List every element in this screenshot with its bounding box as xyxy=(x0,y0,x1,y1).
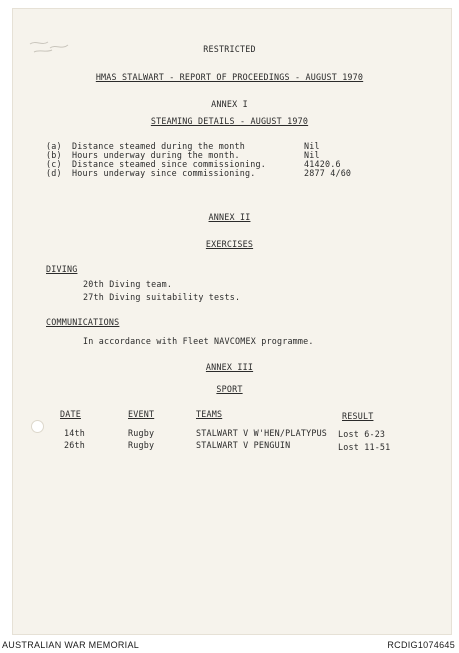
sport-event: Rugby xyxy=(128,440,155,450)
sport-result: Lost 6-23 xyxy=(338,429,386,439)
item-letter: (b) xyxy=(46,150,62,160)
item-text: Distance steamed since commissioning. xyxy=(72,159,266,169)
annex-1-heading: ANNEX I xyxy=(211,99,248,109)
item-value: Nil xyxy=(304,150,320,160)
sport-event: Rugby xyxy=(128,428,155,438)
item-letter: (c) xyxy=(46,159,62,169)
footer-institution: AUSTRALIAN WAR MEMORIAL xyxy=(2,640,140,650)
annex-3-subheading: SPORT xyxy=(216,384,243,394)
punch-hole xyxy=(31,420,44,433)
item-letter: (d) xyxy=(46,168,62,178)
column-header-event: EVENT xyxy=(128,409,155,419)
annex-2-heading: ANNEX II xyxy=(208,212,251,222)
sport-teams: STALWART V PENGUIN xyxy=(196,440,291,450)
column-header-teams: TEAMS xyxy=(196,409,223,419)
communications-heading: COMMUNICATIONS xyxy=(46,317,120,327)
footer-record-id: RCDIG1074645 xyxy=(387,640,455,650)
sport-date: 26th xyxy=(64,440,85,450)
annex-2-subheading: EXERCISES xyxy=(205,239,254,249)
item-value: Nil xyxy=(304,141,320,151)
column-header-result: RESULT xyxy=(342,411,374,421)
item-text: Hours underway since commissioning. xyxy=(72,168,256,178)
item-value: 41420.6 xyxy=(304,159,341,169)
annex-1-subheading: STEAMING DETAILS - AUGUST 1970 xyxy=(150,116,309,126)
item-value: 2877 4/60 xyxy=(304,168,352,178)
sport-teams: STALWART V W'HEN/PLATYPUS xyxy=(196,428,328,438)
item-text: Hours underway during the month. xyxy=(72,150,240,160)
annex-3-heading: ANNEX III xyxy=(205,362,254,372)
item-text: Distance steamed during the month xyxy=(72,141,245,151)
diving-line: 20th Diving team. xyxy=(83,279,173,289)
column-header-date: DATE xyxy=(60,409,81,419)
sport-date: 14th xyxy=(64,428,85,438)
diving-heading: DIVING xyxy=(46,264,78,274)
communications-text: In accordance with Fleet NAVCOMEX programme. xyxy=(83,336,314,346)
item-letter: (a) xyxy=(46,141,62,151)
classification: RESTRICTED xyxy=(203,44,256,54)
diving-line: 27th Diving suitability tests. xyxy=(83,292,241,302)
report-title: HMAS STALWART - REPORT OF PROCEEDINGS - AUGUST 1970 xyxy=(95,72,364,82)
sport-result: Lost 11-51 xyxy=(338,442,391,452)
